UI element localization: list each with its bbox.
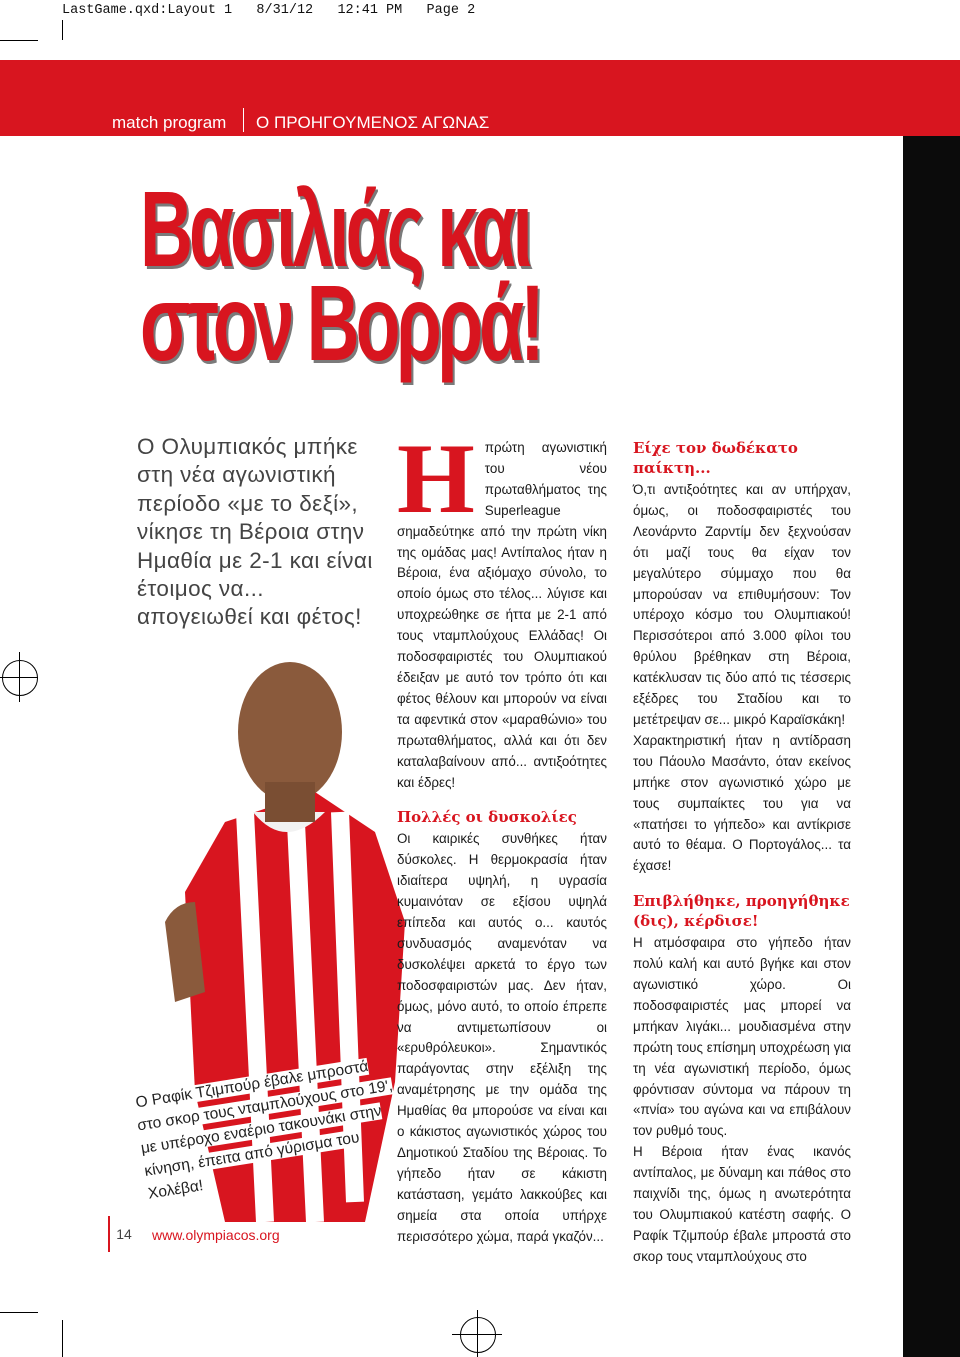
section-label: match program <box>112 113 227 132</box>
photo-edge-panel <box>903 136 960 1357</box>
divider <box>243 108 244 132</box>
subsection-label: Ο ΠΡΟΗΓΟΥΜΕΝΟΣ ΑΓΩΝΑΣ <box>256 113 490 132</box>
subheading: Πολλές οι δυσκολίες <box>397 808 577 827</box>
photo-caption: Ο Ραφίκ Τζιμπούρ έβαλε μπροστά στο σκορ τους νταμπλούχους στο 19', με υπέροχο εναέριο τακουνάκι στην κίνηση, έπειτα από γύρισμα του Χολέβα! <box>134 1057 394 1203</box>
article-paragraph: Χαρακτηριστική ήταν η αντίδραση του Πάουλο Μασάντο, όταν εκείνος μπήκε στον αγωνιστικό χώρο με τους συμπαίκτες του για να «πατήσει το γήπεδο» και αντίκρισε αυτό το θέαμα. Ο Πορτογάλος... τα έχασε! <box>633 732 851 874</box>
article-paragraph: Η ατμόσφαιρα στο γήπεδο ήταν πολύ καλή και αυτό βγήκε και στον αγωνιστικό χώρο. Οι ποδοσφαιριστές μας μπορεί να μπήκαν λιγάκι... μουδιασμένα στην πρώτη τους επίσημη υποχρέωση για τη νέα αγωνιστική περίοδο, όμως φρόντισαν σύντομα να πάρουν τη «πνία» του αγώνα και να επιβάλουν τον ρυθμό τους. <box>633 935 851 1139</box>
subheading: Είχε τον δωδέκατο παίκτη... <box>633 439 798 477</box>
article-column-2 <box>633 438 851 1268</box>
crop-mark <box>0 1312 38 1313</box>
article-paragraph: Ό,τι αντιξοότητες και αν υπήρχαν, όμως, οι ποδοσφαιριστές του Λεονάρντο Ζαρντίμ δεν ξεχνούσαν ότι μαζί τους θα είχαν τον μεγαλύτερο σύμμαχο που θα μπορούσαν να επιθυμήσουν: Τον υπέροχο κόσμο του Ολυμπιακού! Περισσότεροι από 3.000 φίλοι του θρύλου βρέθηκαν στη Βέροια, κατέκλυσαν τις δύο από τις τέσσερις εξέδρες του Σταδίου και το μετέτρεψαν σε... μικρό Καραϊσκάκη! <box>633 482 851 727</box>
crop-mark <box>0 40 38 41</box>
crop-mark <box>62 1320 63 1357</box>
registration-mark-icon <box>452 1334 502 1335</box>
subheading: Επιβλήθηκε, προηγήθηκε (δις), κέρδισε! <box>633 892 850 931</box>
drop-cap: Η <box>397 423 475 534</box>
article-column-1 <box>397 423 607 1248</box>
registration-mark-icon <box>19 652 20 702</box>
footer-url-link[interactable]: www.olympiacos.org <box>152 1227 280 1243</box>
article-paragraph: Η Βέροια ήταν ένας ικανός αντίπαλος, με δύναμη και πάθος στο παιχνίδι της, όμως η ανωτερότητα του Ολυμπιακού κατέστη σαφής. Ο Ραφίκ Τζιμπούρ έβαλε μπροστά στο σκορ τους νταμπλούχους στο <box>633 1144 851 1264</box>
headline-line-2: στον Βορρά! <box>140 262 541 383</box>
page-number: 14 <box>110 1224 138 1244</box>
headline-line-1: Βασιλιάς και <box>140 168 529 289</box>
registration-mark-icon <box>2 660 38 696</box>
article-paragraph: Ηπρώτη αγωνιστική του νέου πρωταθλήματος της Superleague σημαδεύτηκε από την πρώτη νίκη της ομάδας μας! Αντίπαλος ήταν η Βέροια, ένα αξιόμαχο σύνολο, το οποίο όμως στο τέλος... λύγισε και υποχρεώθηκε σε ήττα με 2-1 από τους νταμπλούχους Ελλάδας! Οι ποδοσφαιριστές του Ολυμπιακού έδειξαν με αυτό τον τρόπο ότι και φέτος θέλουν και μπορούν να είναι τα αφεντικά στον «μαραθώνιο» του πρωταθλήματος, αλλά και ότι δεν καταλαβαίνουν από... αντιξοότητες και έδρες! <box>397 423 607 790</box>
article-paragraph: Οι καιρικές συνθήκες ήταν δύσκολες. Η θερμοκρασία ήταν ιδιαίτερα υψηλή, η υγρασία κυμαινόταν σε εξίσου υψηλά επίπεδα και αυτός ο... καυτός συνδυασμός αναμενόταν να δυσκολέψει αρκετά το έργο των ποδοσφαιριστών μας. Δεν ήταν, όμως, μόνο αυτό, το οποίο έπρεπε να αντιμετωπίσουν οι «ερυθρόλευκοι». Σημαντικός παράγοντας στην εξέλιξη της αναμέτρησης με την ομάδα της Ημαθίας θα μπορούσε να είναι και ο κάκιστος αγωνιστικός χώρος του Δημοτικού Σταδίου της Βέροιας. Το γήπεδο ήταν σε κάκιστη κατάσταση, γεμάτο λακκούβες και σημεία στα οποία υπήρχε περισσότερο χώμα, παρά γκαζόν... <box>397 831 607 1244</box>
section-header-bar <box>0 60 960 136</box>
lead-paragraph: Ο Ολυμπιακός μπήκε στη νέα αγωνιστική περίοδο «με το δεξί», νίκησε τη Βέροια στην Ημαθία με 2-1 και είναι έτοιμος να... απογειωθεί και φέτος! <box>137 434 373 630</box>
print-slug: LastGame.qxd:Layout 1 8/31/12 12:41 PM Page 2 <box>62 3 476 18</box>
crop-mark <box>62 20 63 40</box>
registration-mark-icon <box>460 1317 496 1353</box>
article-headline <box>140 168 541 383</box>
